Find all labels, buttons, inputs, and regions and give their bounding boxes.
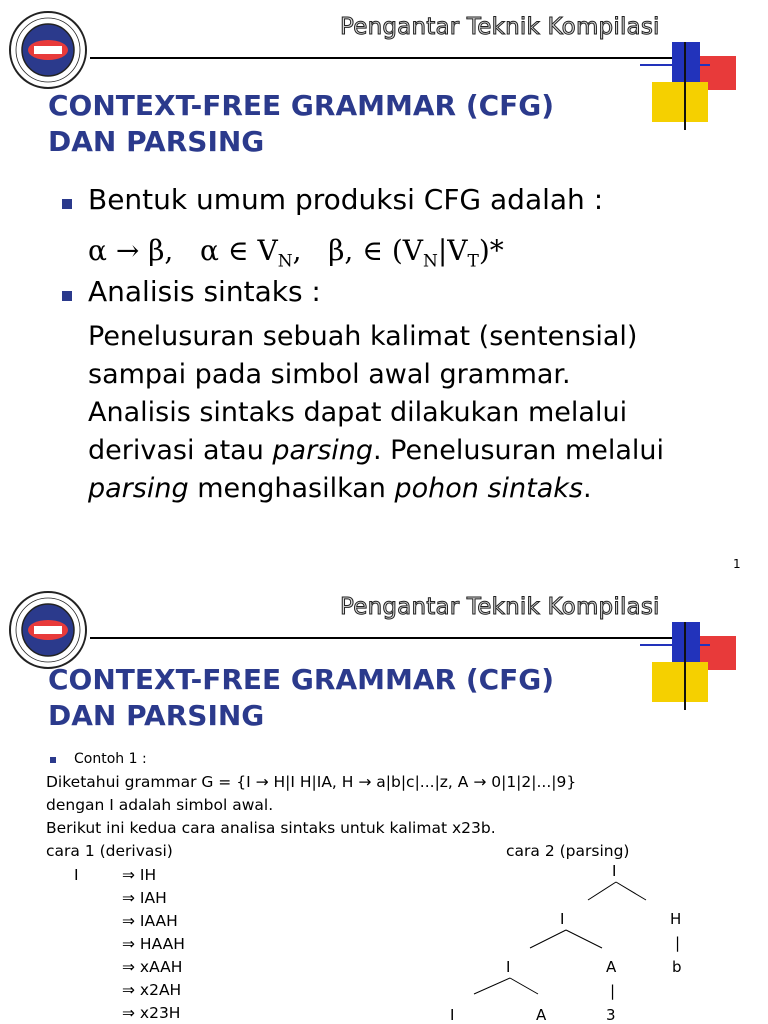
bullet-production-form: Bentuk umum produksi CFG adalah : <box>88 183 604 216</box>
bullet-syntax-analysis: Analisis sintaks : <box>88 275 321 308</box>
title-line-2: DAN PARSING <box>48 125 265 158</box>
page-number: 1 <box>733 557 741 571</box>
decorative-squares-icon <box>640 622 740 712</box>
tree-node: A <box>536 1006 547 1024</box>
slide-2 <box>0 580 768 1024</box>
derivation-step: ⇒ xAAH <box>122 958 183 976</box>
header-title: Pengantar Teknik Kompilasi <box>340 594 660 620</box>
production-formula: α → β, α ∈ $V_N$, β, ∈ $(V_N|V_T)*$ <box>88 234 504 272</box>
method-2-label: cara 2 (parsing) <box>506 842 630 860</box>
title-line-1: CONTEXT-FREE GRAMMAR (CFG) <box>48 89 555 122</box>
derivation-step: ⇒ HAAH <box>122 935 185 953</box>
tree-node: 3 <box>606 1006 616 1024</box>
title-line-1: CONTEXT-FREE GRAMMAR (CFG) <box>48 663 555 696</box>
bullet-icon <box>62 199 72 209</box>
start-symbol-note: dengan I adalah simbol awal. <box>46 796 274 814</box>
derivation-start-symbol: I <box>74 866 79 884</box>
tree-edge: | <box>610 982 616 1000</box>
derivation-step: ⇒ IAAH <box>122 912 178 930</box>
university-logo-icon <box>8 590 88 670</box>
header-divider <box>90 637 730 639</box>
tree-node: b <box>672 958 682 976</box>
method-1-label: cara 1 (derivasi) <box>46 842 173 860</box>
header-title: Pengantar Teknik Kompilasi <box>340 14 660 40</box>
syntax-analysis-paragraph: Penelusuran sebuah kalimat (sentensial) sampai pada simbol awal grammar. Analisis sintaks dapat dilakukan melalui derivasi atau parsing. Penelusuran melalui parsing menghasilkan pohon sintaks. <box>88 321 665 504</box>
header-divider <box>90 57 730 59</box>
tree-node: I <box>612 862 617 880</box>
example-label: Contoh 1 : <box>74 751 147 767</box>
tree-node: A <box>606 958 617 976</box>
slide-title <box>48 662 554 734</box>
intro-sentence: Berikut ini kedua cara analisa sintaks untuk kalimat x23b. <box>46 819 496 837</box>
tree-node: I <box>560 910 565 928</box>
tree-node: H <box>670 910 682 928</box>
tree-node: I <box>506 958 511 976</box>
slide-title <box>48 88 554 160</box>
tree-edge: | <box>675 934 681 952</box>
bullet-icon <box>50 757 56 763</box>
title-line-2: DAN PARSING <box>48 699 265 732</box>
derivation-step: ⇒ x23H <box>122 1004 181 1022</box>
tree-node: I <box>450 1006 455 1024</box>
grammar-definition: Diketahui grammar G = {I → H|I H|IA, H → a|b|c|...|z, A → 0|1|2|...|9} <box>46 773 577 791</box>
derivation-step: ⇒ IH <box>122 866 157 884</box>
bullet-icon <box>62 291 72 301</box>
derivation-steps <box>122 864 185 1024</box>
decorative-squares-icon <box>640 42 740 132</box>
parse-tree <box>430 860 730 1024</box>
derivation-step: ⇒ IAH <box>122 889 167 907</box>
university-logo-icon <box>8 10 88 90</box>
derivation-step: ⇒ x2AH <box>122 981 182 999</box>
